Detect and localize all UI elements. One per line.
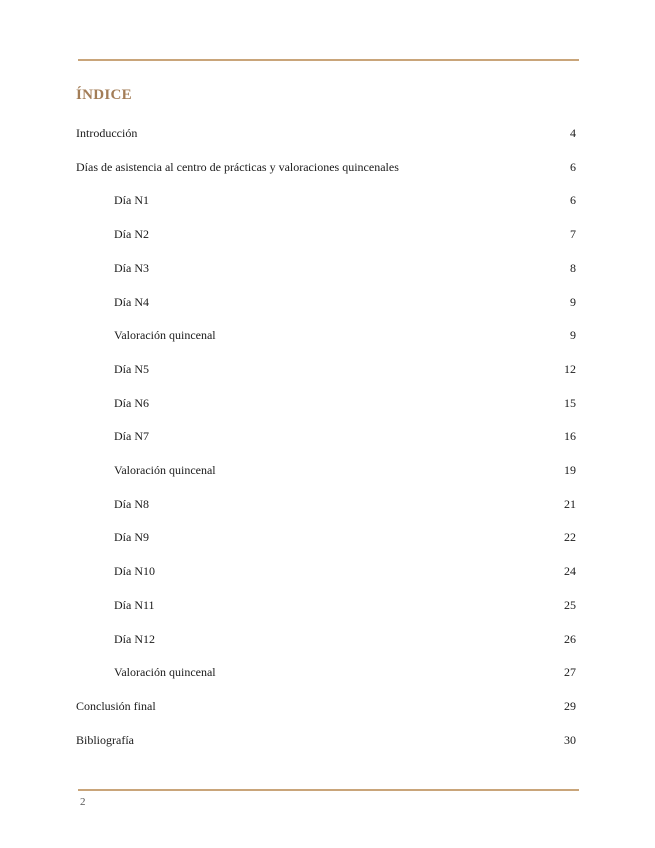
page-number: 2	[80, 796, 86, 808]
toc-entry[interactable]	[76, 160, 576, 178]
toc-entry-page: 6	[570, 193, 576, 207]
toc-entry[interactable]	[76, 564, 576, 582]
toc-entry[interactable]	[76, 328, 576, 346]
toc-entry-page: 8	[570, 261, 576, 275]
toc-entry-label: Introducción	[76, 126, 138, 140]
toc-entry[interactable]	[76, 632, 576, 650]
toc-entry-label: Días de asistencia al centro de prácticas y valoraciones quincenales	[76, 160, 399, 174]
toc-entry[interactable]	[76, 193, 576, 211]
toc-entry[interactable]	[76, 530, 576, 548]
toc-entry-label: Día N10	[114, 564, 155, 578]
toc-entry-page: 29	[564, 699, 576, 713]
toc-entry-page: 9	[570, 328, 576, 342]
toc-entry[interactable]	[76, 463, 576, 481]
toc-entry-page: 6	[570, 160, 576, 174]
toc-entry[interactable]	[76, 362, 576, 380]
toc-entry[interactable]	[76, 295, 576, 313]
toc-entry-page: 21	[564, 497, 576, 511]
toc-entry[interactable]	[76, 227, 576, 245]
toc-entry-page: 25	[564, 598, 576, 612]
toc-entry-label: Bibliografía	[76, 733, 134, 747]
toc-entry-label: Día N7	[114, 429, 149, 443]
toc-entry-label: Día N9	[114, 530, 149, 544]
toc-entry[interactable]	[76, 598, 576, 616]
toc-entry[interactable]	[76, 699, 576, 717]
toc-entry[interactable]	[76, 733, 576, 751]
toc-entry-label: Día N3	[114, 261, 149, 275]
toc-entry-label: Día N8	[114, 497, 149, 511]
toc-entry[interactable]	[76, 665, 576, 683]
toc-entry-page: 12	[564, 362, 576, 376]
toc-entry-page: 16	[564, 429, 576, 443]
toc-entry[interactable]	[76, 429, 576, 447]
toc-entry-page: 19	[564, 463, 576, 477]
toc-entry-label: Día N1	[114, 193, 149, 207]
toc-entry[interactable]	[76, 396, 576, 414]
toc-entry-label: Día N12	[114, 632, 155, 646]
footer-rule	[78, 789, 579, 791]
toc-entry-page: 4	[570, 126, 576, 140]
toc-entry[interactable]	[76, 126, 576, 144]
toc-entry-page: 27	[564, 665, 576, 679]
toc-entry[interactable]	[76, 497, 576, 515]
toc-entry-label: Día N6	[114, 396, 149, 410]
toc-entry-page: 22	[564, 530, 576, 544]
toc-entry-page: 30	[564, 733, 576, 747]
toc-entry[interactable]	[76, 261, 576, 279]
toc-entry-page: 9	[570, 295, 576, 309]
toc-entry-label: Valoración quincenal	[114, 328, 216, 342]
toc-entry-page: 15	[564, 396, 576, 410]
toc-entry-page: 26	[564, 632, 576, 646]
toc-entry-label: Valoración quincenal	[114, 463, 216, 477]
toc-entry-page: 7	[570, 227, 576, 241]
toc-entry-label: Día N5	[114, 362, 149, 376]
toc-entry-label: Valoración quincenal	[114, 665, 216, 679]
toc-entry-page: 24	[564, 564, 576, 578]
toc-title: ÍNDICE	[76, 87, 132, 103]
toc-entry-label: Día N4	[114, 295, 149, 309]
toc-entry-label: Día N2	[114, 227, 149, 241]
toc-entry-label: Día N11	[114, 598, 155, 612]
toc-entry-label: Conclusión final	[76, 699, 156, 713]
